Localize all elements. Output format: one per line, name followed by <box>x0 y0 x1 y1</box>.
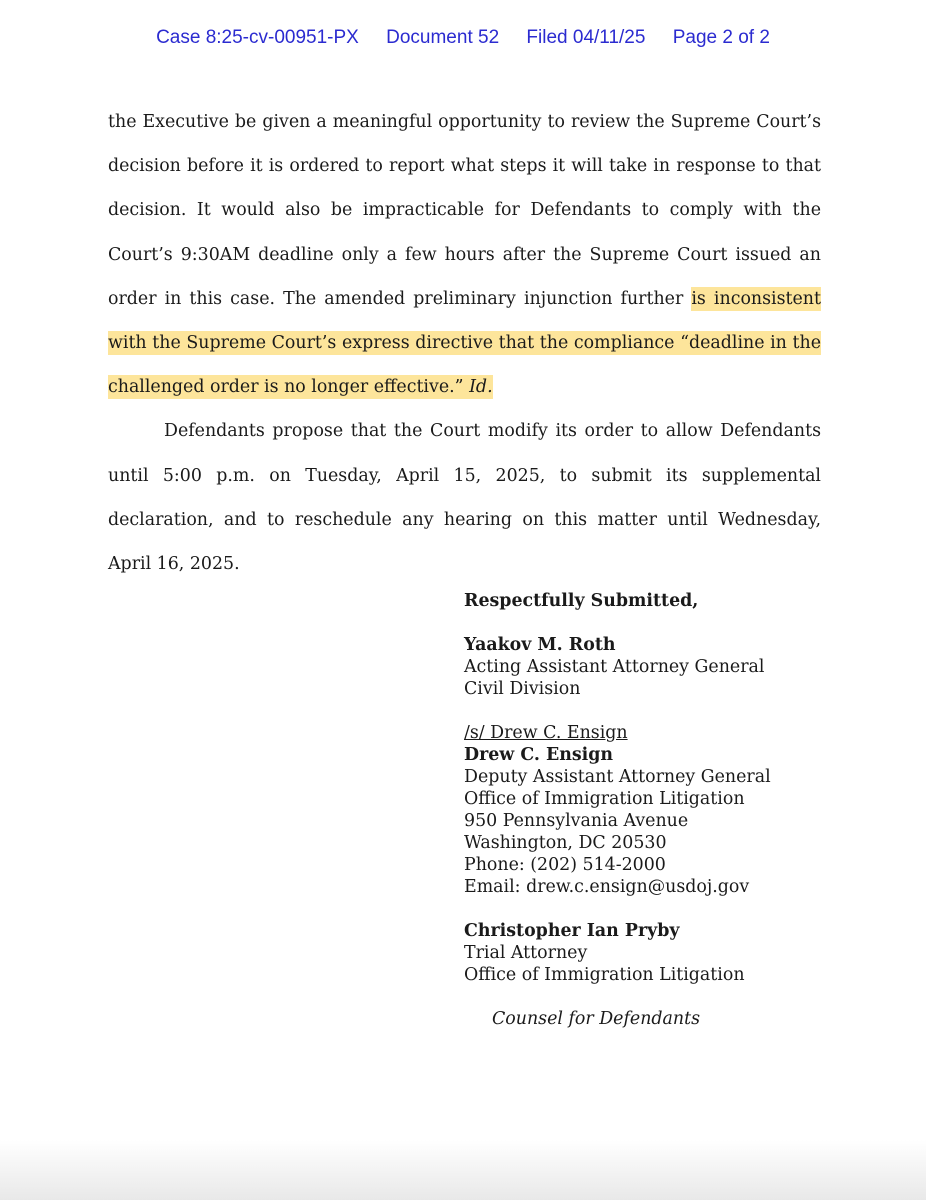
paragraph-text: the Executive be given a meaningful opportunity to review the Supreme Court’s decision before it is ordered to report what steps it will take in response to that decision. It would also be impracticable for Defendants to comply with the Court’s 9:30AM deadline only a few hours after the Supreme Court issued an order in this case. The amended preliminary injunction further <box>108 112 821 309</box>
case-number: Case 8:25-cv-00951-PX <box>156 27 359 48</box>
counsel-for-defendants: Counsel for Defendants <box>492 1009 701 1029</box>
pryby-title: Trial Attorney <box>464 943 588 963</box>
filing-header <box>0 27 926 49</box>
ensign-signature: /s/ Drew C. Ensign <box>464 723 628 743</box>
paragraph-continuation <box>108 100 821 409</box>
email: Email: drew.c.ensign@usdoj.gov <box>464 877 750 897</box>
signature-block <box>464 590 884 986</box>
roth-name: Yaakov M. Roth <box>464 635 616 655</box>
ensign-office: Office of Immigration Litigation <box>464 789 745 809</box>
ensign-name: Drew C. Ensign <box>464 745 614 765</box>
address-city: Washington, DC 20530 <box>464 833 667 853</box>
filed-date: Filed 04/11/25 <box>526 27 646 48</box>
address-street: 950 Pennsylvania Avenue <box>464 811 689 831</box>
document-number: Document 52 <box>386 27 500 48</box>
roth-title: Acting Assistant Attorney General <box>464 657 765 677</box>
phone: Phone: (202) 514-2000 <box>464 855 666 875</box>
closing: Respectfully Submitted, <box>464 591 699 611</box>
pryby-name: Christopher Ian Pryby <box>464 921 680 941</box>
page-number: Page 2 of 2 <box>672 27 770 48</box>
page-bottom-shadow <box>0 1140 926 1200</box>
citation-id: Id. <box>469 377 493 398</box>
pryby-office: Office of Immigration Litigation <box>464 965 745 985</box>
highlighted-quote: is inconsistent with the Supreme Court’s express directive that the compliance “deadline in the challenged order is no longer effective.” <box>108 288 821 398</box>
paragraph-proposal: Defendants propose that the Court modify its order to allow Defendants until 5:00 p.m. on Tuesday, April 15, 2025, to submit its supplemental declaration, and to reschedule any hearing on this matter until Wednesday, April 16, 2025. <box>108 421 821 575</box>
ensign-title: Deputy Assistant Attorney General <box>464 767 771 787</box>
roth-division: Civil Division <box>464 679 581 699</box>
body-text <box>108 100 821 586</box>
